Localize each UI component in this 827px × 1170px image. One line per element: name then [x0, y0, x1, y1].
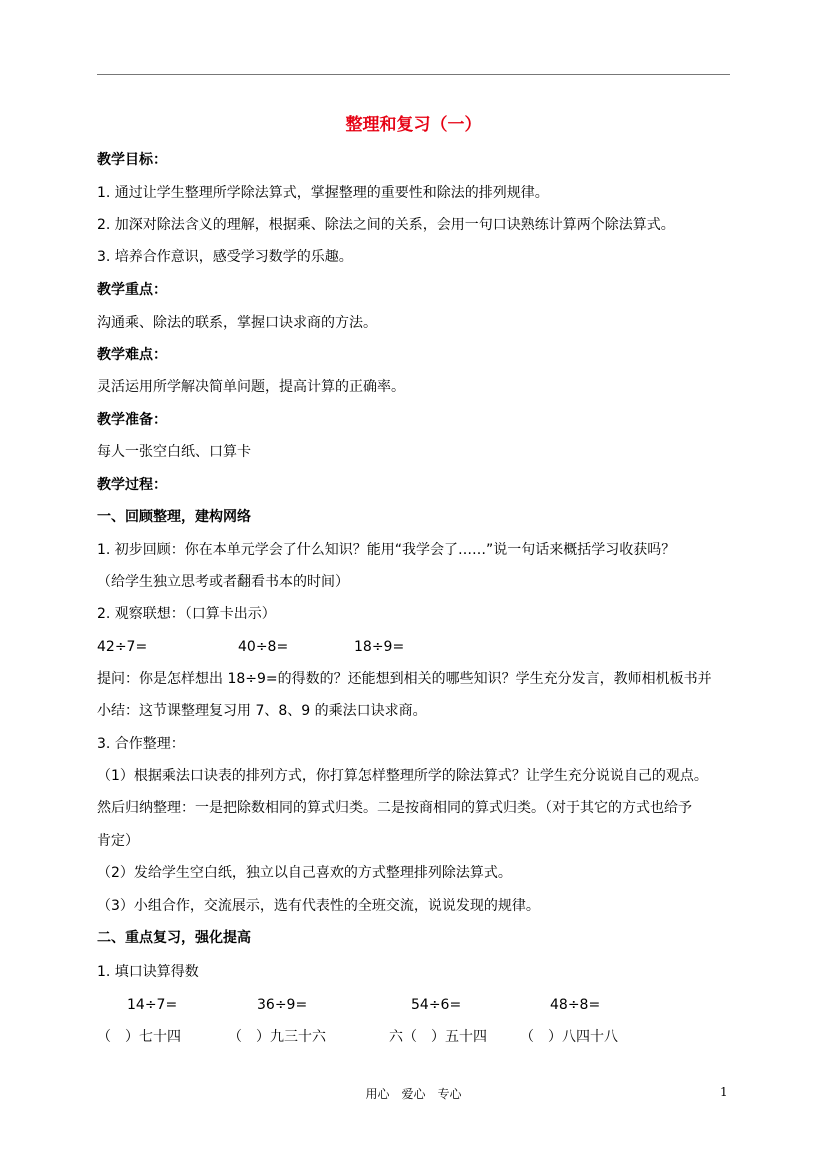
paragraph: 然后归纳整理：一是把除数相同的算式归类。二是按商相同的算式归类。（对于其它的方式也给予 [97, 800, 692, 816]
goal-item: 2. 加深对除法含义的理解，根据乘、除法之间的关系，会用一句口诀熟练计算两个除法算式。 [97, 217, 675, 233]
process-heading: 教学过程： [97, 477, 167, 493]
key-text: 沟通乘、除法的联系，掌握口诀求商的方法。 [97, 315, 377, 331]
goal-item: 1. 通过让学生整理所学除法算式，掌握整理的重要性和除法的排列规律。 [97, 185, 549, 201]
fill-blank: （ ）七十四 [97, 1029, 181, 1045]
prep-heading: 教学准备： [97, 412, 167, 428]
difficult-text: 灵活运用所学解决简单问题，提高计算的正确率。 [97, 379, 405, 395]
document-title: 整理和复习（一） [345, 115, 482, 135]
section-heading: 一、回顾整理，建构网络 [97, 509, 251, 525]
fill-blank: （ ）九三十六 [228, 1029, 326, 1045]
fill-blank: （ ）八四十八 [520, 1029, 618, 1045]
paragraph: 3. 合作整理： [97, 736, 185, 752]
fill-blank: 六（ ）五十四 [389, 1029, 487, 1045]
expression: 54÷6= [411, 997, 462, 1013]
section-heading: 二、重点复习，强化提高 [97, 930, 251, 946]
key-heading: 教学重点： [97, 282, 167, 298]
header-rule [97, 74, 730, 75]
goal-item: 3. 培养合作意识，感受学习数学的乐趣。 [97, 249, 353, 265]
expression: 40÷8= [238, 639, 289, 655]
paragraph: 1. 初步回顾：你在本单元学会了什么知识？能用“我学会了……”说一句话来概括学习收获吗？ [97, 542, 676, 558]
expression: 42÷7= [97, 639, 148, 655]
paragraph: 2. 观察联想：（口算卡出示） [97, 606, 276, 622]
expression: 48÷8= [550, 997, 601, 1013]
expression: 36÷9= [257, 997, 308, 1013]
paragraph: 肯定） [97, 833, 139, 849]
paragraph: 小结：这节课整理复习用 7、8、9 的乘法口诀求商。 [97, 703, 427, 719]
paragraph: （2）发给学生空白纸，独立以自己喜欢的方式整理排列除法算式。 [97, 865, 512, 881]
paragraph: （给学生独立思考或者翻看书本的时间） [97, 574, 349, 590]
expression: 18÷9= [354, 639, 405, 655]
goals-heading: 教学目标： [97, 152, 167, 168]
paragraph: 1. 填口诀算得数 [97, 964, 199, 980]
paragraph: （1）根据乘法口诀表的排列方式，你打算怎样整理所学的除法算式？让学生充分说说自己的观点。 [97, 768, 708, 784]
paragraph: 提问：你是怎样想出 18÷9=的得数的？还能想到相关的哪些知识？学生充分发言，教师相机板书并 [97, 671, 712, 687]
paragraph: （3）小组合作，交流展示，选有代表性的全班交流，说说发现的规律。 [97, 898, 540, 914]
prep-text: 每人一张空白纸、口算卡 [97, 444, 251, 460]
difficult-heading: 教学难点： [97, 347, 167, 363]
page-number: 1 [720, 1085, 728, 1099]
expression: 14÷7= [127, 997, 178, 1013]
page-footer: 用心 爱心 专心 [365, 1087, 462, 1101]
